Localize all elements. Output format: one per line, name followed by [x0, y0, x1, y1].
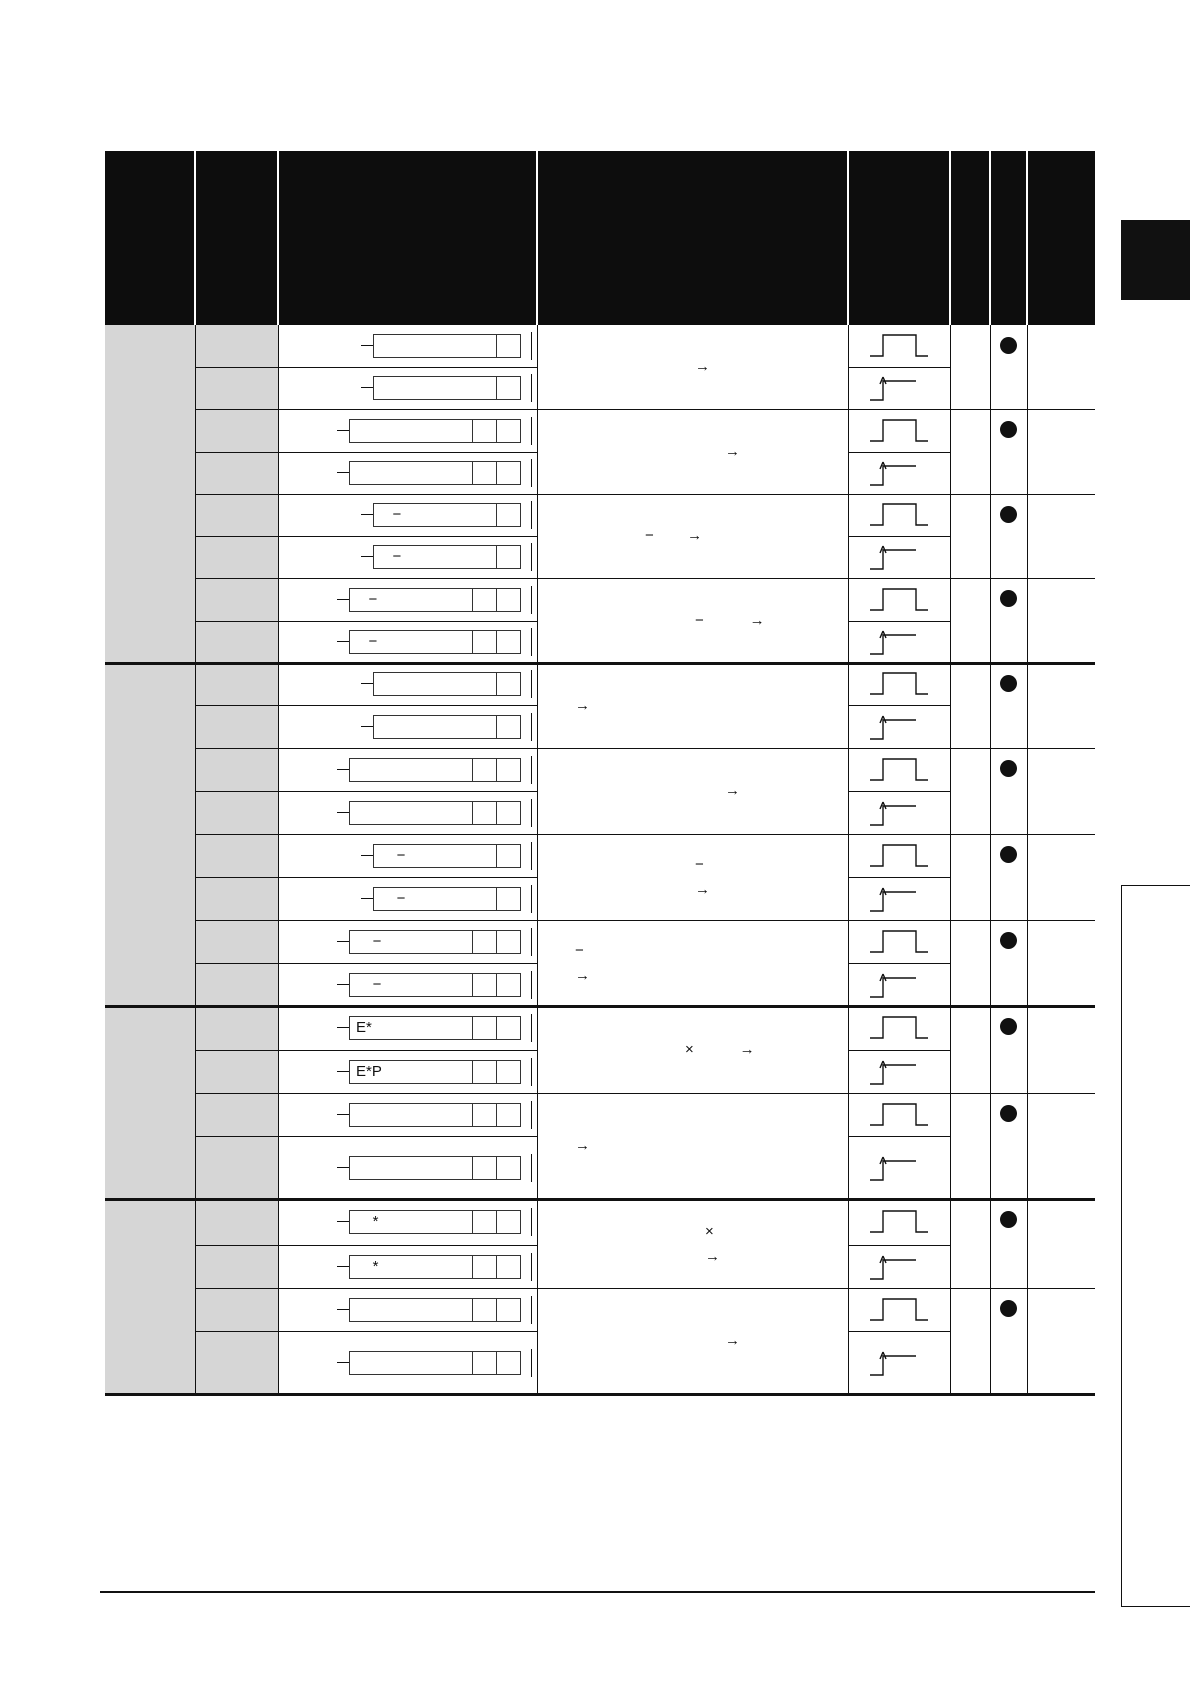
symbol-name-box	[349, 973, 450, 997]
operand-cell	[473, 503, 497, 527]
rising-edge-icon	[868, 884, 928, 914]
operand-cell	[497, 801, 521, 825]
pulse-condition-icon	[868, 1295, 928, 1325]
symbol-lead-line	[337, 1071, 349, 1072]
pair-divider	[537, 1093, 1095, 1094]
row-divider	[848, 1331, 950, 1332]
row-divider	[848, 705, 950, 706]
symbol-lead-line	[337, 1027, 349, 1028]
operand-cell	[449, 461, 473, 485]
operand-cell	[449, 588, 473, 612]
group-divider	[105, 1198, 1095, 1201]
ladder-symbol	[337, 1016, 533, 1040]
pulse-condition-icon	[868, 1013, 928, 1043]
footer-rule	[100, 1591, 1095, 1593]
symbol-lead-line	[361, 683, 373, 684]
row-divider	[195, 1331, 537, 1332]
ladder-symbol	[361, 334, 533, 358]
row-divider	[195, 536, 537, 537]
ladder-symbol	[361, 672, 533, 696]
ladder-symbol	[337, 461, 533, 485]
symbol-lead-line	[337, 1167, 349, 1168]
symbol-name-box	[349, 758, 450, 782]
filled-circle-mark	[1000, 760, 1017, 777]
symbol-end-bar	[531, 756, 532, 784]
operand-cell	[473, 1156, 497, 1180]
symbol-lead-line	[337, 1114, 349, 1115]
processing-text: × →	[685, 1041, 755, 1058]
symbol-end-bar	[531, 543, 532, 571]
symbol-name: *	[356, 1258, 379, 1275]
pair-divider	[537, 494, 1095, 495]
operand-cell	[473, 1103, 497, 1127]
operand-cell	[497, 376, 521, 400]
symbol-end-bar	[531, 1154, 532, 1182]
pair-divider	[537, 834, 1095, 835]
symbol-lead-line	[337, 1221, 349, 1222]
symbol-name-box	[349, 801, 450, 825]
operand-cell	[449, 1210, 473, 1234]
symbol-end-bar	[531, 1253, 532, 1281]
symbol-name-box	[373, 545, 474, 569]
operand-cell	[449, 1103, 473, 1127]
symbol-name-box	[349, 588, 450, 612]
ladder-symbol	[337, 758, 533, 782]
symbol-name-box	[349, 1255, 450, 1279]
processing-text: →	[695, 358, 710, 375]
operand-cell	[473, 1255, 497, 1279]
operand-cell	[497, 1060, 521, 1084]
symbol-end-bar	[531, 670, 532, 698]
processing-text: →	[725, 443, 740, 460]
symbol-name: −	[356, 633, 378, 650]
filled-circle-mark	[1000, 1105, 1017, 1122]
operand-cell	[473, 1298, 497, 1322]
operand-cell	[473, 1060, 497, 1084]
operand-cell	[449, 1060, 473, 1084]
symbol-name-box	[373, 503, 474, 527]
operand-cell	[473, 887, 497, 911]
row-divider	[195, 621, 537, 622]
pulse-condition-icon	[868, 1100, 928, 1130]
symbol-lead-line	[337, 769, 349, 770]
filled-circle-mark	[1000, 590, 1017, 607]
row-divider	[848, 1245, 950, 1246]
symbol-end-bar	[531, 1296, 532, 1324]
ladder-symbol	[337, 1255, 533, 1279]
operand-cell	[473, 930, 497, 954]
symbol-name-box	[349, 1156, 450, 1180]
ladder-symbol	[337, 801, 533, 825]
operand-cell	[497, 419, 521, 443]
symbol-name-box	[349, 1298, 450, 1322]
filled-circle-mark	[1000, 1211, 1017, 1228]
processing-text: −	[695, 856, 704, 873]
header-column-separator	[989, 151, 991, 325]
rising-edge-icon	[868, 373, 928, 403]
symbol-name: −	[356, 933, 382, 950]
symbol-name-box	[349, 1210, 450, 1234]
column-divider	[195, 325, 196, 1394]
ladder-symbol	[361, 545, 533, 569]
symbol-name-box	[349, 1016, 450, 1040]
operand-cell	[473, 1351, 497, 1375]
filled-circle-mark	[1000, 421, 1017, 438]
filled-circle-mark	[1000, 932, 1017, 949]
ladder-symbol	[361, 715, 533, 739]
operand-cell	[473, 376, 497, 400]
rising-edge-icon	[868, 1252, 928, 1282]
pulse-condition-icon	[868, 927, 928, 957]
symbol-lead-line	[361, 855, 373, 856]
operand-cell	[497, 1255, 521, 1279]
operand-cell	[449, 419, 473, 443]
rising-edge-icon	[868, 1153, 928, 1183]
symbol-name-box	[349, 630, 450, 654]
row-divider	[848, 877, 950, 878]
row-divider	[195, 409, 537, 410]
symbol-end-bar	[531, 1349, 532, 1377]
symbol-end-bar	[531, 417, 532, 445]
symbol-lead-line	[337, 599, 349, 600]
group-divider	[105, 662, 1095, 665]
ladder-symbol	[337, 1351, 533, 1375]
row-divider	[195, 367, 537, 368]
symbol-end-bar	[531, 501, 532, 529]
symbol-name-box	[373, 715, 474, 739]
ladder-symbol	[337, 630, 533, 654]
filled-circle-mark	[1000, 337, 1017, 354]
row-divider	[848, 367, 950, 368]
operand-cell	[473, 419, 497, 443]
symbol-end-bar	[531, 713, 532, 741]
ladder-symbol	[361, 887, 533, 911]
filled-circle-mark	[1000, 1018, 1017, 1035]
header-column-separator	[536, 151, 538, 325]
symbol-end-bar	[531, 628, 532, 656]
pulse-condition-icon	[868, 669, 928, 699]
rising-edge-icon	[868, 798, 928, 828]
ladder-symbol	[337, 419, 533, 443]
processing-text: −	[575, 942, 584, 959]
row-divider	[848, 536, 950, 537]
operand-cell	[497, 334, 521, 358]
processing-text: ×	[705, 1223, 714, 1240]
symbol-lead-line	[337, 941, 349, 942]
column-divider	[990, 325, 991, 1394]
symbol-name-box	[373, 844, 474, 868]
symbol-name-box	[349, 930, 450, 954]
pulse-condition-icon	[868, 585, 928, 615]
ladder-symbol	[361, 503, 533, 527]
operand-cell	[497, 461, 521, 485]
instruction-column	[195, 325, 278, 1394]
row-divider	[195, 1288, 537, 1289]
ladder-symbol	[337, 1103, 533, 1127]
operand-cell	[449, 630, 473, 654]
ladder-symbol	[361, 376, 533, 400]
filled-circle-mark	[1000, 675, 1017, 692]
filled-circle-mark	[1000, 846, 1017, 863]
symbol-name-box	[349, 1351, 450, 1375]
operand-cell	[449, 801, 473, 825]
symbol-name: *	[356, 1213, 379, 1230]
operand-cell	[497, 503, 521, 527]
row-divider	[848, 1136, 950, 1137]
symbol-end-bar	[531, 928, 532, 956]
operand-cell	[473, 758, 497, 782]
symbol-name: −	[380, 548, 402, 565]
symbol-name: −	[356, 976, 382, 993]
symbol-end-bar	[531, 332, 532, 360]
pair-divider	[537, 748, 1095, 749]
operand-cell	[497, 887, 521, 911]
header-column-separator	[1026, 151, 1028, 325]
symbol-lead-line	[337, 984, 349, 985]
row-divider	[195, 834, 537, 835]
row-divider	[848, 452, 950, 453]
pulse-condition-icon	[868, 755, 928, 785]
symbol-name-box	[373, 672, 474, 696]
filled-circle-mark	[1000, 1300, 1017, 1317]
pulse-condition-icon	[868, 841, 928, 871]
operand-cell	[449, 1255, 473, 1279]
operand-cell	[497, 1298, 521, 1322]
processing-text: →	[575, 697, 590, 714]
symbol-name: −	[380, 890, 406, 907]
operand-cell	[497, 715, 521, 739]
operand-cell	[497, 672, 521, 696]
ladder-symbol	[337, 973, 533, 997]
column-divider	[950, 325, 951, 1394]
processing-text: →	[705, 1248, 720, 1265]
operand-cell	[449, 930, 473, 954]
symbol-end-bar	[531, 1101, 532, 1129]
pair-divider	[537, 409, 1095, 410]
symbol-end-bar	[531, 885, 532, 913]
symbol-name: E*	[356, 1019, 372, 1036]
operand-cell	[497, 973, 521, 997]
symbol-lead-line	[337, 472, 349, 473]
symbol-lead-line	[361, 726, 373, 727]
ladder-symbol	[337, 1060, 533, 1084]
pair-divider	[537, 920, 1095, 921]
row-divider	[195, 748, 537, 749]
rising-edge-icon	[868, 542, 928, 572]
operand-cell	[473, 1016, 497, 1040]
symbol-lead-line	[361, 556, 373, 557]
operand-cell	[449, 973, 473, 997]
operand-cell	[497, 1156, 521, 1180]
filled-circle-mark	[1000, 506, 1017, 523]
column-divider	[1027, 325, 1028, 1394]
row-divider	[848, 791, 950, 792]
row-divider	[848, 963, 950, 964]
pulse-condition-icon	[868, 500, 928, 530]
pulse-condition-icon	[868, 1207, 928, 1237]
pair-divider	[537, 1288, 1095, 1289]
processing-text: →	[575, 1137, 590, 1154]
symbol-name: −	[380, 506, 402, 523]
pair-divider	[537, 578, 1095, 579]
operand-cell	[473, 672, 497, 696]
operand-cell	[473, 801, 497, 825]
operand-cell	[449, 1156, 473, 1180]
processing-text: →	[725, 782, 740, 799]
row-divider	[195, 1245, 537, 1246]
symbol-end-bar	[531, 971, 532, 999]
row-divider	[195, 963, 537, 964]
operand-cell	[497, 588, 521, 612]
ladder-symbol	[337, 1298, 533, 1322]
operand-cell	[473, 588, 497, 612]
group-divider	[105, 1005, 1095, 1008]
operand-cell	[497, 1210, 521, 1234]
rising-edge-icon	[868, 458, 928, 488]
symbol-lead-line	[361, 345, 373, 346]
operand-cell	[497, 1351, 521, 1375]
column-divider	[278, 325, 279, 1394]
operand-cell	[449, 1351, 473, 1375]
symbol-end-bar	[531, 1058, 532, 1086]
row-divider	[195, 920, 537, 921]
operand-cell	[473, 461, 497, 485]
symbol-name: −	[380, 847, 406, 864]
category-column	[105, 325, 195, 1394]
rising-edge-icon	[868, 1348, 928, 1378]
row-divider	[195, 578, 537, 579]
symbol-end-bar	[531, 799, 532, 827]
rising-edge-icon	[868, 712, 928, 742]
table-header	[105, 151, 1095, 325]
rising-edge-icon	[868, 1057, 928, 1087]
header-column-separator	[277, 151, 279, 325]
processing-text: →	[575, 967, 590, 984]
symbol-lead-line	[337, 1309, 349, 1310]
processing-text: − →	[645, 527, 703, 544]
group-divider	[105, 1393, 1095, 1396]
symbol-name-box	[349, 419, 450, 443]
symbol-name-box	[349, 1103, 450, 1127]
row-divider	[195, 705, 537, 706]
ladder-symbol	[337, 588, 533, 612]
row-divider	[195, 1050, 537, 1051]
operand-cell	[449, 1016, 473, 1040]
processing-text: →	[725, 1332, 740, 1349]
rising-edge-icon	[868, 970, 928, 1000]
operand-cell	[497, 630, 521, 654]
operand-cell	[497, 844, 521, 868]
row-divider	[848, 1050, 950, 1051]
row-divider	[195, 1093, 537, 1094]
operand-cell	[497, 1103, 521, 1127]
row-divider	[195, 1136, 537, 1137]
operand-cell	[473, 1210, 497, 1234]
operand-cell	[497, 758, 521, 782]
operand-cell	[497, 545, 521, 569]
row-divider	[195, 452, 537, 453]
symbol-lead-line	[337, 1266, 349, 1267]
operand-cell	[449, 1298, 473, 1322]
symbol-name-box	[349, 461, 450, 485]
header-column-separator	[847, 151, 849, 325]
pulse-condition-icon	[868, 331, 928, 361]
symbol-name: −	[356, 591, 378, 608]
symbol-end-bar	[531, 459, 532, 487]
symbol-lead-line	[361, 387, 373, 388]
row-divider	[195, 791, 537, 792]
symbol-name-box	[373, 334, 474, 358]
symbol-end-bar	[531, 374, 532, 402]
symbol-end-bar	[531, 1014, 532, 1042]
symbol-name-box	[349, 1060, 450, 1084]
symbol-name: E*P	[356, 1063, 382, 1080]
operand-cell	[473, 545, 497, 569]
ladder-symbol	[337, 1156, 533, 1180]
symbol-lead-line	[337, 641, 349, 642]
operand-cell	[473, 715, 497, 739]
symbol-lead-line	[337, 812, 349, 813]
symbol-end-bar	[531, 842, 532, 870]
rising-edge-icon	[868, 627, 928, 657]
symbol-end-bar	[531, 586, 532, 614]
operand-cell	[473, 844, 497, 868]
symbol-end-bar	[531, 1208, 532, 1236]
processing-text: →	[695, 881, 710, 898]
column-divider	[537, 325, 538, 1394]
operand-cell	[497, 930, 521, 954]
row-divider	[195, 494, 537, 495]
symbol-lead-line	[337, 1362, 349, 1363]
side-index-panel	[1121, 885, 1190, 1607]
processing-text: − →	[695, 612, 765, 629]
symbol-lead-line	[361, 898, 373, 899]
ladder-symbol	[337, 930, 533, 954]
header-column-separator	[949, 151, 951, 325]
row-divider	[848, 621, 950, 622]
operand-cell	[497, 1016, 521, 1040]
pulse-condition-icon	[868, 416, 928, 446]
column-divider	[848, 325, 849, 1394]
chapter-tab	[1121, 220, 1190, 300]
operand-cell	[473, 630, 497, 654]
operand-cell	[473, 973, 497, 997]
operand-cell	[473, 334, 497, 358]
header-column-separator	[194, 151, 196, 325]
symbol-name-box	[373, 887, 474, 911]
operand-cell	[449, 758, 473, 782]
ladder-symbol	[337, 1210, 533, 1234]
symbol-name-box	[373, 376, 474, 400]
row-divider	[195, 877, 537, 878]
symbol-lead-line	[361, 514, 373, 515]
symbol-lead-line	[337, 430, 349, 431]
ladder-symbol	[361, 844, 533, 868]
